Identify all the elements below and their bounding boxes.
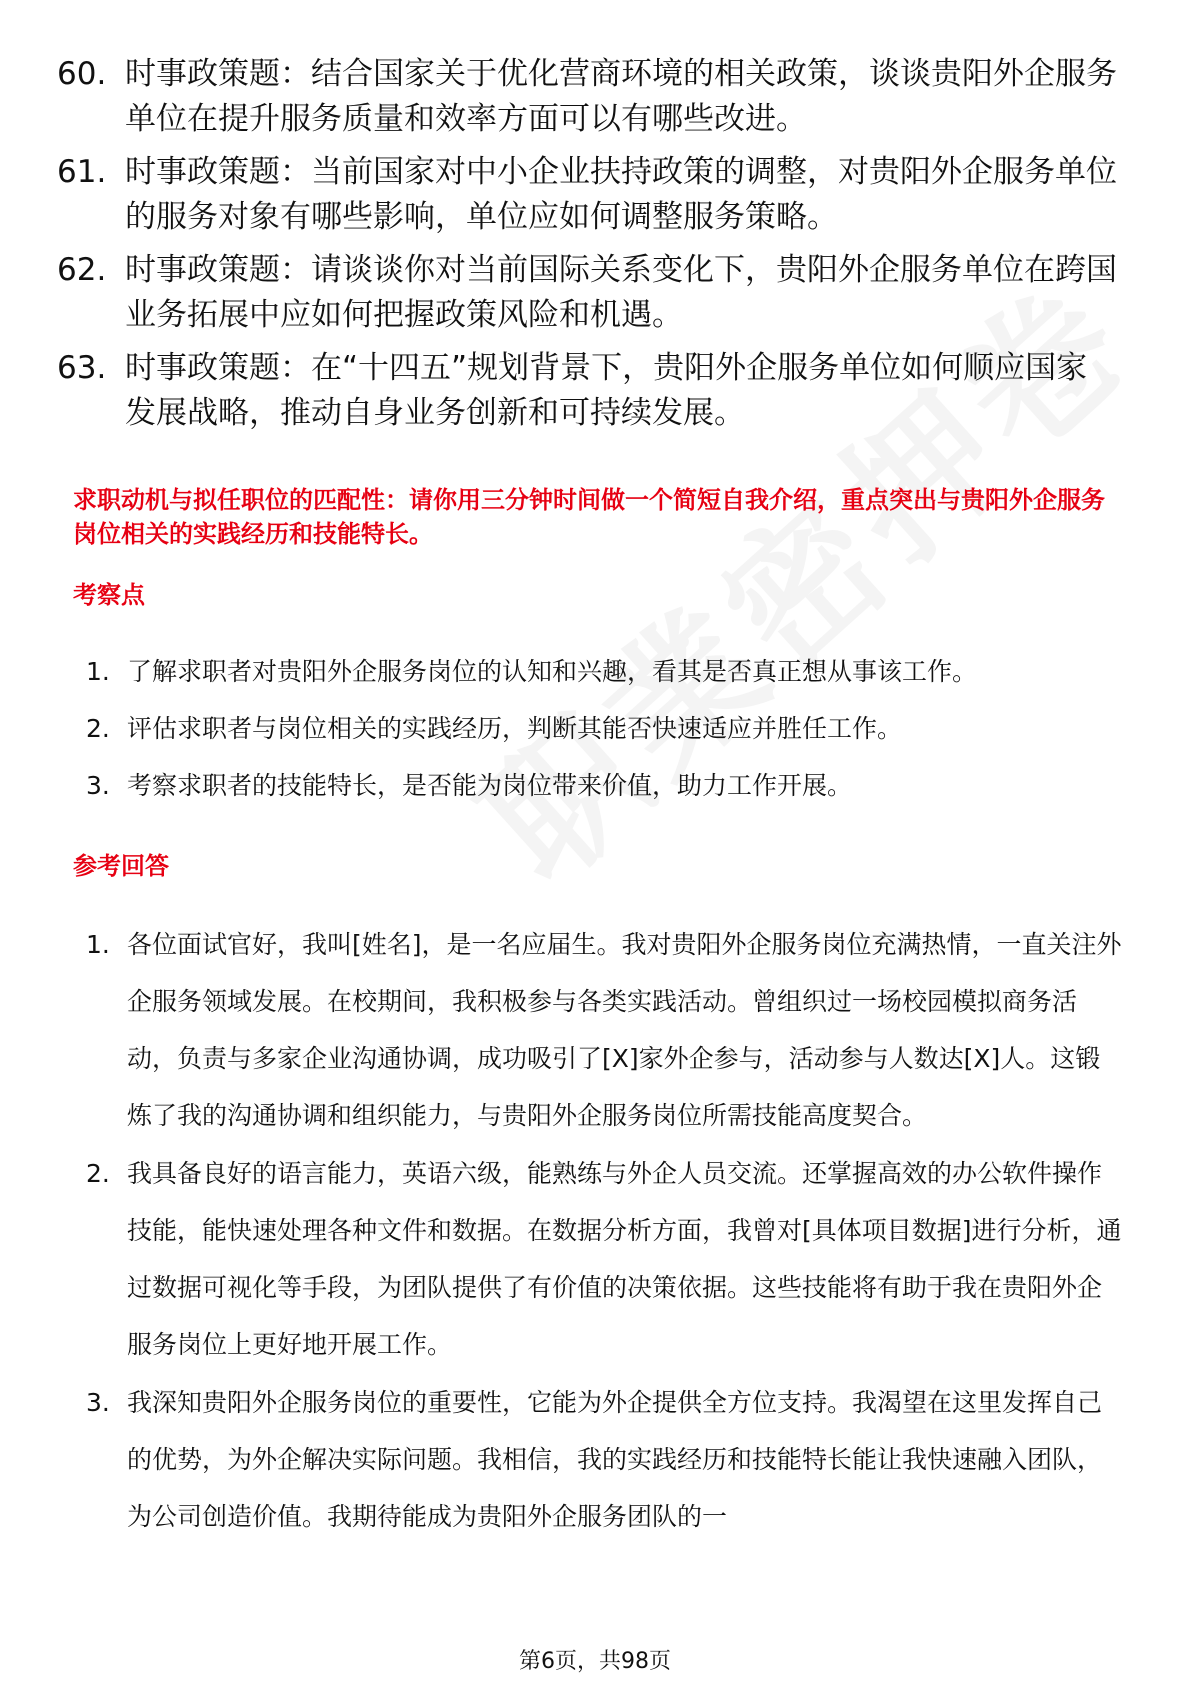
section-title-assessment: 考察点 (73, 581, 145, 609)
assessment-point (82, 709, 1122, 749)
question-number: 62. (57, 252, 107, 288)
answer-item (82, 1374, 1122, 1545)
question-number: 63. (57, 350, 107, 386)
interview-prompt: 求职动机与拟任职位的匹配性：请你用三分钟时间做一个简短自我介绍，重点突出与贵阳外企服务岗位相关的实践经历和技能特长。 (73, 486, 1105, 548)
question-text: 时事政策题：结合国家关于优化营商环境的相关政策，谈谈贵阳外企服务单位在提升服务质量和效率方面可以有哪些改进。 (125, 56, 1117, 137)
page-footer: 第6页，共98页 (519, 1649, 671, 1674)
answer-number: 1. (86, 930, 110, 959)
point-number: 3. (86, 771, 110, 800)
section-title-reference-answer: 参考回答 (73, 852, 169, 880)
question-item (57, 346, 1117, 436)
answer-item (82, 916, 1122, 1144)
question-number: 61. (57, 154, 107, 190)
question-item (57, 52, 1117, 142)
point-number: 2. (86, 714, 110, 743)
point-text: 了解求职者对贵阳外企服务岗位的认知和兴趣，看其是否真正想从事该工作。 (127, 657, 978, 686)
assessment-point (82, 766, 1122, 806)
answer-number: 2. (86, 1159, 110, 1188)
question-item (57, 248, 1117, 338)
question-list (57, 52, 1117, 444)
answer-item (82, 1145, 1122, 1373)
reference-answer-list (82, 916, 1122, 1546)
answer-text: 我深知贵阳外企服务岗位的重要性，它能为外企提供全方位支持。我渴望在这里发挥自己的优势，为外企解决实际问题。我相信，我的实践经历和技能特长能让我快速融入团队，为公司创造价值。我期待能成为贵阳外企服务团队的一 (127, 1388, 1103, 1531)
answer-text: 各位面试官好，我叫[姓名]，是一名应届生。我对贵阳外企服务岗位充满热情，一直关注外企服务领域发展。在校期间，我积极参与各类实践活动。曾组织过一场校园模拟商务活动，负责与多家企业沟通协调，成功吸引了[X]家外企参与，活动参与人数达[X]人。这锻炼了我的沟通协调和组织能力，与贵阳外企服务岗位所需技能高度契合。 (127, 930, 1122, 1130)
question-text: 时事政策题：请谈谈你对当前国际关系变化下，贵阳外企服务单位在跨国业务拓展中应如何把握政策风险和机遇。 (125, 252, 1117, 333)
question-text: 时事政策题：在“十四五”规划背景下，贵阳外企服务单位如何顺应国家发展战略，推动自身业务创新和可持续发展。 (125, 350, 1088, 431)
point-text: 评估求职者与岗位相关的实践经历，判断其能否快速适应并胜任工作。 (127, 714, 903, 743)
answer-number: 3. (86, 1388, 110, 1417)
point-text: 考察求职者的技能特长，是否能为岗位带来价值，助力工作开展。 (127, 771, 853, 800)
assessment-point-list (82, 652, 1122, 823)
question-item (57, 150, 1117, 240)
question-number: 60. (57, 56, 107, 92)
question-text: 时事政策题：当前国家对中小企业扶持政策的调整，对贵阳外企服务单位的服务对象有哪些影响，单位应如何调整服务策略。 (125, 154, 1117, 235)
point-number: 1. (86, 657, 110, 686)
assessment-point (82, 652, 1122, 692)
answer-text: 我具备良好的语言能力，英语六级，能熟练与外企人员交流。还掌握高效的办公软件操作技能，能快速处理各种文件和数据。在数据分析方面，我曾对[具体项目数据]进行分析，通过数据可视化等手段，为团队提供了有价值的决策依据。这些技能将有助于我在贵阳外企服务岗位上更好地开展工作。 (127, 1159, 1122, 1359)
